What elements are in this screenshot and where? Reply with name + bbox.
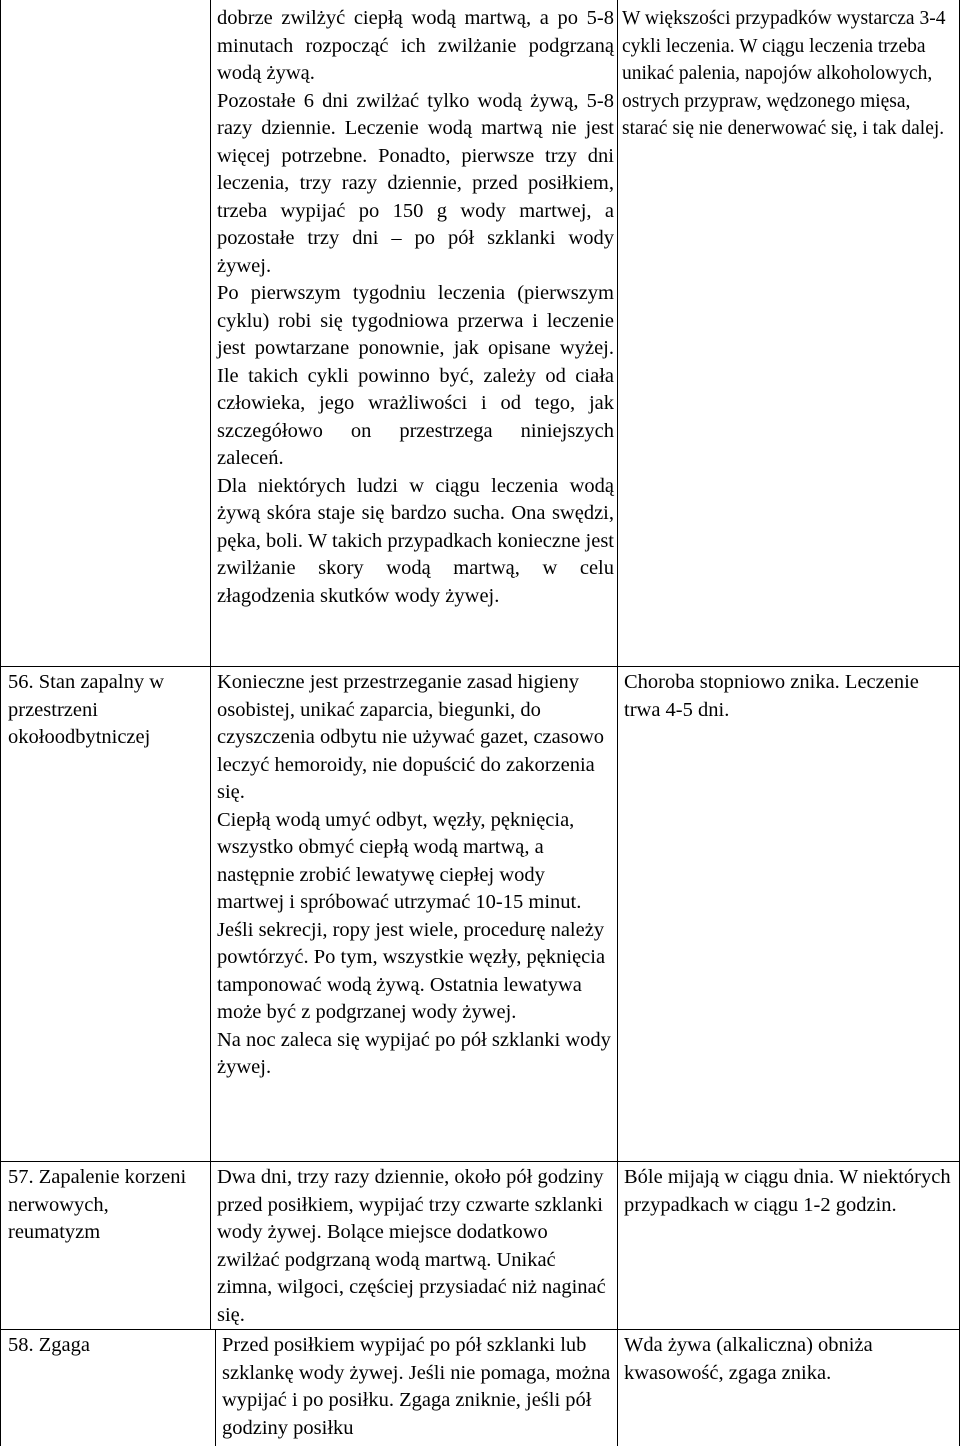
result-text: Wda żywa (alkaliczna) obniża kwasowość, zgaga znika. <box>624 1334 873 1384</box>
result-cell-56 <box>624 669 954 724</box>
treatment-paragraph: dobrze zwilżyć ciepłą wodą martwą, a po 5-8 minutach rozpocząć ich zwilżanie podgrzaną wodą żywą. <box>217 7 614 84</box>
column-divider-2 <box>617 0 618 1446</box>
treatment-paragraph: Ciepłą wodą umyć odbyt, węzły, pęknięcia, wszystko obmyć ciepłą wodą martwą, a następnie zrobić lewatywę ciepłej wody martwej i spróbować utrzymać 10-15 minut. Jeśli sekrecji, ropy jest wiele, procedurę należy powtórzyć. Po tym, wszystkie węzły, pęknięcia tamponować wodą żywą. Ostatnia lewatywa może być z podgrzanej wody żywej. <box>217 808 606 1023</box>
row-divider-56 <box>0 666 960 667</box>
treatment-cell-58 <box>222 1332 614 1442</box>
treatment-paragraph: Po pierwszym tygodniu leczenia (pierwszym cyklu) robi się tygodniowa przerwa i leczenie jest powtarzane ponownie, jak opisane wyżej. Ile takich cykli powinno być, zależy od ciała człowieka, jego wrażliwości i od tego, jak szczegółowo on przestrzega niniejszych zaleceń. <box>217 282 614 469</box>
treatment-paragraph: Dla niektórych ludzi w ciągu leczenia wodą żywą skóra staje się bardzo sucha. Ona swędzi, pęka, boli. W takich przypadkach konieczne jest zwilżanie skory wodą martwą, w celu złagodzenia skutków wody żywej. <box>217 474 614 607</box>
result-cell-57 <box>624 1164 954 1219</box>
result-cell-58 <box>624 1332 954 1387</box>
treatment-paragraph: Na noc zaleca się wypijać po pół szklanki wody żywej. <box>217 1028 611 1078</box>
treatment-cell-57 <box>217 1164 614 1329</box>
row-divider-58 <box>0 1329 960 1330</box>
result-text: Bóle mijają w ciągu dnia. W niektórych przypadkach w ciągu 1-2 godzin. <box>624 1166 951 1216</box>
result-text: W większości przypadków wystarcza 3-4 cykli leczenia. W ciągu leczenia trzeba unikać palenia, napojów alkoholowych, ostrych przypraw, wędzonego mięsa, starać się nie denerwować się, i tak dalej. <box>622 8 946 139</box>
column-divider-1-lower <box>215 1329 216 1446</box>
row-divider-57 <box>0 1161 960 1162</box>
table-border-left <box>0 0 1 1446</box>
treatment-paragraph: Pozostałe 6 dni zwilżać tylko wodą żywą, 5-8 razy dziennie. Leczenie wodą martwą nie jest więcej potrzebne. Ponadto, pierwsze trzy dni leczenia, trzy razy dziennie, przed posiłkiem, trzeba wypijać po 150 g wody martwej, a pozostałe trzy dni – po pół szklanki wody żywej. <box>217 89 614 277</box>
treatment-paragraph: Dwa dni, trzy razy dziennie, około pół godziny przed posiłkiem, wypijać trzy czwarte szklanki wody żywej. Bolące miejsce dodatkowo zwilżać podgrzaną wodą martwą. Unikać zimna, wilgoci, częściej przysiadać niż naginać się. <box>217 1166 606 1326</box>
condition-cell-57 <box>8 1164 206 1247</box>
treatment-paragraph: Przed posiłkiem wypijać po pół szklanki lub szklankę wody żywej. Jeśli nie pomaga, można wypijać i po posiłku. Zgaga zniknie, jeśli pół godziny posiłku <box>222 1334 611 1439</box>
treatment-paragraph: Konieczne jest przestrzeganie zasad higieny osobistej, unikać zaparcia, biegunki, do czyszczenia odbytu nie używać gazet, czasowo leczyć hemoroidy, nie dopuścić do zakorzenia się. <box>217 671 605 803</box>
condition-text: 58. Zgaga <box>8 1334 90 1356</box>
condition-cell-56 <box>8 669 206 752</box>
condition-text: 56. Stan zapalny w przestrzeni okołoodbytniczej <box>8 671 164 748</box>
continued-result-cell <box>622 5 955 143</box>
continued-treatment-cell <box>217 5 614 610</box>
result-text: Choroba stopniowo znika. Leczenie trwa 4-5 dni. <box>624 671 919 721</box>
treatment-cell-56 <box>217 669 614 1082</box>
condition-cell-58 <box>8 1332 208 1360</box>
condition-text: 57. Zapalenie korzeni nerwowych, reumatyzm <box>8 1166 187 1243</box>
column-divider-1 <box>210 0 211 1329</box>
